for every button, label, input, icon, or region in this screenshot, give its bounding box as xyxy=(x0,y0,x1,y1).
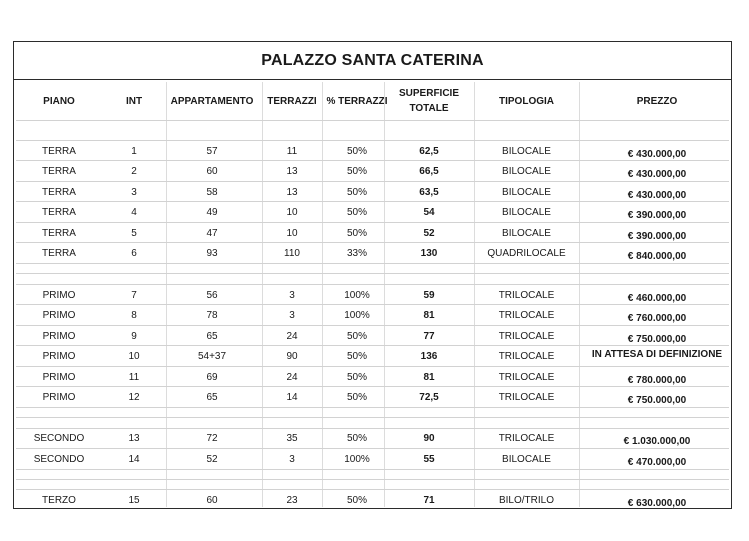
cell-app: 60 xyxy=(206,166,218,177)
cell-piano: PRIMO xyxy=(42,351,76,362)
cell-app: 65 xyxy=(206,331,218,342)
cell-prezzo: € 750.000,00 xyxy=(627,334,687,345)
cell-tip: TRILOCALE xyxy=(498,310,555,321)
header-superficie-line1: SUPERFICIE xyxy=(398,88,459,99)
cell-tip: BILO/TRILO xyxy=(498,495,554,506)
cell-prezzo: € 430.000,00 xyxy=(627,169,687,180)
cell-sup: 54 xyxy=(423,207,435,218)
cell-terr: 90 xyxy=(286,351,298,362)
cell-int: 14 xyxy=(128,454,140,465)
cell-sup: 81 xyxy=(423,372,435,383)
cell-int: 10 xyxy=(128,351,140,362)
cell-app: 47 xyxy=(206,228,218,239)
cell-int: 1 xyxy=(131,146,137,157)
cell-prezzo: € 430.000,00 xyxy=(627,149,687,160)
cell-piano: TERRA xyxy=(42,228,76,239)
cell-perc: 50% xyxy=(346,187,367,198)
cell-prezzo: € 840.000,00 xyxy=(627,251,687,262)
cell-int: 7 xyxy=(131,290,137,301)
cell-tip: TRILOCALE xyxy=(498,351,555,362)
cell-terr: 13 xyxy=(286,187,298,198)
row-divider xyxy=(16,222,729,223)
header-tipologia: TIPOLOGIA xyxy=(499,96,554,107)
title-divider xyxy=(14,79,731,80)
cell-int: 4 xyxy=(131,207,137,218)
cell-terr: 110 xyxy=(284,248,300,259)
row-divider xyxy=(16,448,729,449)
cell-app: 57 xyxy=(206,146,218,157)
cell-sup: 52 xyxy=(423,228,435,239)
cell-terr: 24 xyxy=(286,372,298,383)
cell-sup: 59 xyxy=(423,290,435,301)
header-piano: PIANO xyxy=(43,96,75,107)
row-divider xyxy=(16,366,729,367)
cell-app: 69 xyxy=(206,372,218,383)
cell-perc: 50% xyxy=(346,351,367,362)
cell-terr: 35 xyxy=(286,433,298,444)
cell-perc: 100% xyxy=(344,290,370,301)
cell-prezzo: € 460.000,00 xyxy=(627,293,687,304)
cell-app: 78 xyxy=(206,310,218,321)
cell-prezzo: € 780.000,00 xyxy=(627,375,687,386)
cell-tip: TRILOCALE xyxy=(498,290,555,301)
cell-piano: PRIMO xyxy=(42,290,76,301)
cell-tip: TRILOCALE xyxy=(498,372,555,383)
cell-app: 58 xyxy=(206,187,218,198)
cell-terr: 11 xyxy=(286,146,298,157)
cell-piano: PRIMO xyxy=(42,372,76,383)
row-divider xyxy=(16,181,729,182)
column-divider xyxy=(322,82,323,507)
cell-perc: 50% xyxy=(346,433,367,444)
cell-prezzo: € 390.000,00 xyxy=(627,210,687,221)
row-divider xyxy=(16,325,729,326)
cell-perc: 50% xyxy=(346,372,367,383)
cell-tip: BILOCALE xyxy=(502,146,551,157)
cell-perc: 33% xyxy=(346,248,367,259)
cell-prezzo: € 630.000,00 xyxy=(627,498,687,509)
row-divider xyxy=(16,160,729,161)
cell-app: 72 xyxy=(206,433,218,444)
cell-piano: TERRA xyxy=(42,187,76,198)
cell-piano: PRIMO xyxy=(42,392,76,403)
cell-app: 54+37 xyxy=(197,351,227,362)
row-divider xyxy=(16,386,729,387)
price-list-sheet xyxy=(13,41,732,509)
cell-perc: 50% xyxy=(346,228,367,239)
row-divider xyxy=(16,120,729,121)
column-divider xyxy=(384,82,385,507)
header-terrazzi: TERRAZZI xyxy=(267,96,317,107)
cell-perc: 50% xyxy=(346,495,367,506)
cell-app: 65 xyxy=(206,392,218,403)
cell-int: 3 xyxy=(131,187,137,198)
row-divider xyxy=(16,417,729,418)
cell-tip: QUADRILOCALE xyxy=(487,248,566,259)
row-divider xyxy=(16,140,729,141)
cell-int: 13 xyxy=(128,433,140,444)
cell-prezzo: € 430.000,00 xyxy=(627,190,687,201)
cell-terr: 10 xyxy=(286,207,298,218)
cell-app: 56 xyxy=(206,290,218,301)
cell-sup: 90 xyxy=(423,433,435,444)
cell-terr: 10 xyxy=(286,228,298,239)
cell-int: 8 xyxy=(131,310,137,321)
cell-tip: TRILOCALE xyxy=(498,331,555,342)
cell-sup: 55 xyxy=(423,454,435,465)
cell-prezzo: € 470.000,00 xyxy=(627,457,687,468)
row-divider xyxy=(16,479,729,480)
cell-prezzo: IN ATTESA DI DEFINIZIONE xyxy=(591,349,723,360)
cell-terr: 23 xyxy=(286,495,298,506)
cell-tip: BILOCALE xyxy=(502,187,551,198)
header-perc-terrazzi: % TERRAZZI xyxy=(326,96,388,107)
cell-piano: SECONDO xyxy=(33,433,85,444)
cell-sup: 130 xyxy=(420,248,438,259)
cell-piano: TERRA xyxy=(42,146,76,157)
cell-sup: 62,5 xyxy=(419,146,439,157)
row-divider xyxy=(16,263,729,264)
cell-terr: 14 xyxy=(286,392,298,403)
cell-tip: BILOCALE xyxy=(502,166,551,177)
row-divider xyxy=(16,273,729,274)
cell-prezzo: € 390.000,00 xyxy=(627,231,687,242)
header-int: INT xyxy=(125,96,143,107)
cell-tip: TRILOCALE xyxy=(498,433,555,444)
cell-int: 9 xyxy=(131,331,137,342)
header-appartamento: APPARTAMENTO xyxy=(170,96,254,107)
row-divider xyxy=(16,469,729,470)
cell-piano: SECONDO xyxy=(33,454,85,465)
cell-int: 12 xyxy=(128,392,140,403)
row-divider xyxy=(16,201,729,202)
cell-sup: 77 xyxy=(423,331,435,342)
cell-app: 60 xyxy=(206,495,218,506)
column-divider xyxy=(474,82,475,507)
cell-piano: PRIMO xyxy=(42,310,76,321)
row-divider xyxy=(16,242,729,243)
cell-terr: 24 xyxy=(286,331,298,342)
cell-tip: BILOCALE xyxy=(502,454,551,465)
row-divider xyxy=(16,407,729,408)
cell-tip: BILOCALE xyxy=(502,207,551,218)
cell-tip: BILOCALE xyxy=(502,228,551,239)
row-divider xyxy=(16,489,729,490)
cell-perc: 50% xyxy=(346,166,367,177)
cell-perc: 50% xyxy=(346,331,367,342)
cell-terr: 3 xyxy=(289,290,295,301)
cell-perc: 50% xyxy=(346,207,367,218)
cell-int: 6 xyxy=(131,248,137,259)
cell-app: 93 xyxy=(206,248,218,259)
header-prezzo: PREZZO xyxy=(636,96,678,107)
cell-app: 52 xyxy=(206,454,218,465)
cell-sup: 136 xyxy=(420,351,438,362)
row-divider xyxy=(16,304,729,305)
cell-perc: 100% xyxy=(344,454,370,465)
cell-piano: TERRA xyxy=(42,166,76,177)
header-superficie-totale xyxy=(384,86,474,116)
header-superficie-line2: TOTALE xyxy=(409,103,449,114)
column-divider xyxy=(579,82,580,507)
cell-sup: 66,5 xyxy=(419,166,439,177)
cell-prezzo: € 1.030.000,00 xyxy=(623,436,691,447)
cell-terr: 3 xyxy=(289,310,295,321)
cell-sup: 72,5 xyxy=(419,392,439,403)
cell-int: 2 xyxy=(131,166,137,177)
cell-perc: 50% xyxy=(346,146,367,157)
cell-int: 11 xyxy=(128,372,140,383)
cell-piano: TERRA xyxy=(42,207,76,218)
cell-sup: 71 xyxy=(423,495,435,506)
cell-app: 49 xyxy=(206,207,218,218)
cell-perc: 50% xyxy=(346,392,367,403)
cell-prezzo: € 760.000,00 xyxy=(627,313,687,324)
cell-piano: TERRA xyxy=(42,248,76,259)
cell-piano: PRIMO xyxy=(42,331,76,342)
cell-int: 5 xyxy=(131,228,137,239)
cell-terr: 3 xyxy=(289,454,295,465)
cell-sup: 81 xyxy=(423,310,435,321)
cell-terr: 13 xyxy=(286,166,298,177)
row-divider xyxy=(16,428,729,429)
cell-prezzo: € 750.000,00 xyxy=(627,395,687,406)
row-divider xyxy=(16,345,729,346)
sheet-title: PALAZZO SANTA CATERINA xyxy=(261,52,484,69)
cell-tip: TRILOCALE xyxy=(498,392,555,403)
cell-piano: TERZO xyxy=(42,495,76,506)
row-divider xyxy=(16,284,729,285)
column-divider xyxy=(262,82,263,507)
cell-int: 15 xyxy=(128,495,140,506)
cell-sup: 63,5 xyxy=(419,187,439,198)
cell-perc: 100% xyxy=(344,310,370,321)
column-divider xyxy=(166,82,167,507)
